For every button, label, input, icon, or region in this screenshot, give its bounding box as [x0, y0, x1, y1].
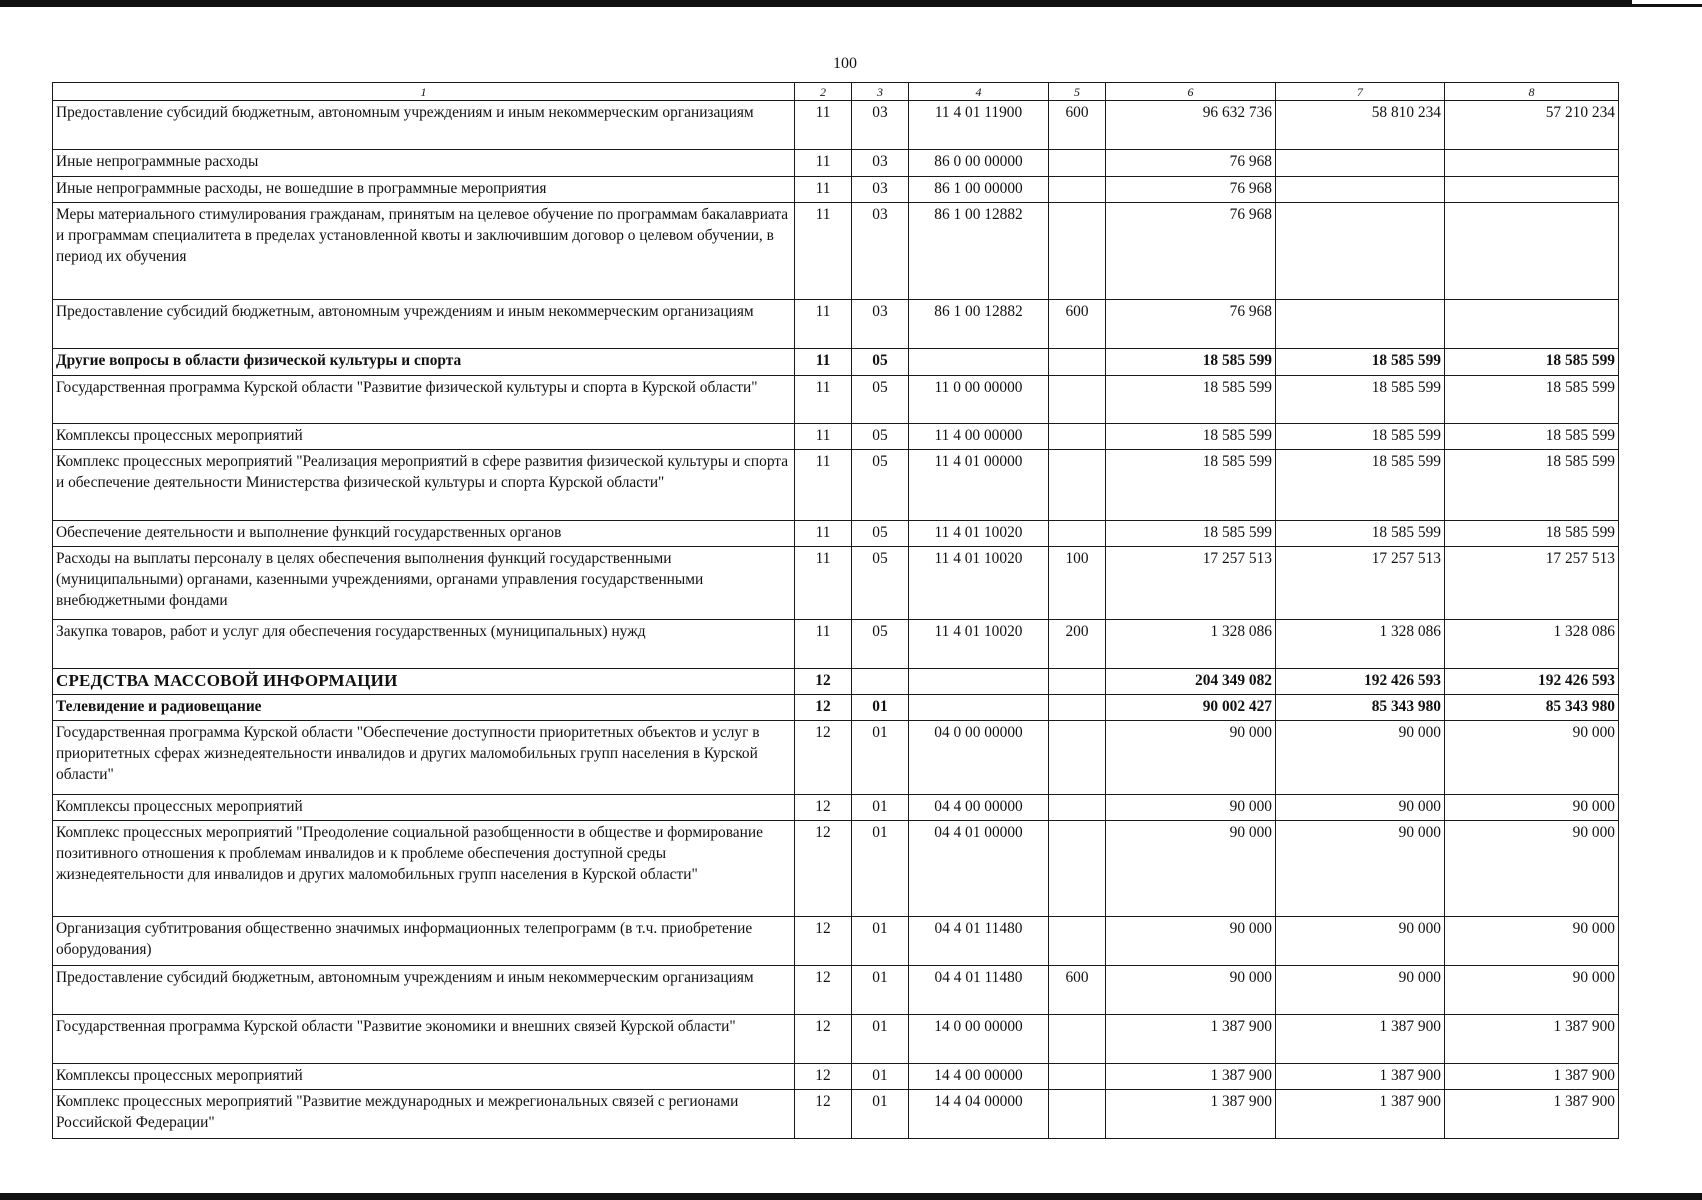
section-code: 11 — [795, 376, 852, 424]
expense-type-code — [1049, 1090, 1106, 1139]
amount-col-7 — [1276, 150, 1445, 177]
amount-col-7: 17 257 513 — [1276, 547, 1445, 620]
budget-table — [52, 82, 1619, 1139]
column-number: 8 — [1445, 83, 1619, 101]
section-code: 11 — [795, 521, 852, 547]
row-name: Другие вопросы в области физической культуры и спорта — [53, 349, 795, 376]
subsection-code — [852, 669, 909, 695]
subsection-code: 01 — [852, 1090, 909, 1139]
row-name: Организация субтитрования общественно значимых информационных телепрограмм (в т.ч. приобретение оборудования) — [53, 917, 795, 966]
amount-col-6: 18 585 599 — [1106, 521, 1276, 547]
target-article-code: 04 0 00 00000 — [909, 721, 1049, 795]
subsection-code: 01 — [852, 721, 909, 795]
row-name: Телевидение и радиовещание — [53, 695, 795, 721]
row-name: Комплексы процессных мероприятий — [53, 795, 795, 821]
row-name: Комплекс процессных мероприятий "Преодоление социальной разобщенности в обществе и формирование позитивного отношения к проблемам инвалидов и к проблеме обеспечения доступной среды жизнедеятельности для инвалидов и других маломобильных групп населения в Курской области" — [53, 821, 795, 917]
amount-col-6: 76 968 — [1106, 150, 1276, 177]
amount-col-6: 96 632 736 — [1106, 101, 1276, 150]
target-article-code: 11 0 00 00000 — [909, 376, 1049, 424]
target-article-code: 86 1 00 00000 — [909, 177, 1049, 203]
target-article-code: 04 4 01 11480 — [909, 917, 1049, 966]
amount-col-8: 1 387 900 — [1445, 1064, 1619, 1090]
row-name: Комплекс процессных мероприятий "Развитие международных и межрегиональных связей с регионами Российской Федерации" — [53, 1090, 795, 1139]
amount-col-8: 57 210 234 — [1445, 101, 1619, 150]
amount-col-6: 76 968 — [1106, 177, 1276, 203]
section-code: 11 — [795, 424, 852, 450]
subsection-code: 03 — [852, 300, 909, 349]
table-row — [53, 695, 1619, 721]
amount-col-7: 1 387 900 — [1276, 1064, 1445, 1090]
amount-col-7: 18 585 599 — [1276, 349, 1445, 376]
table-row — [53, 620, 1619, 669]
table-row — [53, 1015, 1619, 1064]
column-number: 1 — [53, 83, 795, 101]
amount-col-8 — [1445, 300, 1619, 349]
table-row — [53, 795, 1619, 821]
expense-type-code — [1049, 376, 1106, 424]
target-article-code: 11 4 00 00000 — [909, 424, 1049, 450]
amount-col-7 — [1276, 203, 1445, 300]
amount-col-7: 90 000 — [1276, 821, 1445, 917]
row-name: Предоставление субсидий бюджетным, автономным учреждениям и иным некоммерческим организациям — [53, 966, 795, 1015]
section-code: 11 — [795, 349, 852, 376]
table-body — [53, 83, 1619, 1139]
expense-type-code: 600 — [1049, 300, 1106, 349]
row-name: Иные непрограммные расходы — [53, 150, 795, 177]
target-article-code: 14 4 04 00000 — [909, 1090, 1049, 1139]
amount-col-8: 18 585 599 — [1445, 349, 1619, 376]
subsection-code: 01 — [852, 966, 909, 1015]
amount-col-7: 58 810 234 — [1276, 101, 1445, 150]
amount-col-7 — [1276, 300, 1445, 349]
subsection-code: 05 — [852, 521, 909, 547]
scan-edge-gap — [1632, 0, 1702, 4]
row-name: Комплексы процессных мероприятий — [53, 1064, 795, 1090]
table-row — [53, 150, 1619, 177]
subsection-code: 05 — [852, 547, 909, 620]
section-code: 12 — [795, 1015, 852, 1064]
subsection-code: 05 — [852, 620, 909, 669]
target-article-code: 04 4 01 00000 — [909, 821, 1049, 917]
row-name: Обеспечение деятельности и выполнение функций государственных органов — [53, 521, 795, 547]
amount-col-6: 18 585 599 — [1106, 450, 1276, 521]
amount-col-8: 90 000 — [1445, 917, 1619, 966]
section-code: 11 — [795, 150, 852, 177]
target-article-code: 11 4 01 10020 — [909, 547, 1049, 620]
subsection-code: 01 — [852, 917, 909, 966]
subsection-code: 03 — [852, 203, 909, 300]
column-number: 7 — [1276, 83, 1445, 101]
amount-col-8 — [1445, 203, 1619, 300]
amount-col-6: 18 585 599 — [1106, 376, 1276, 424]
expense-type-code: 600 — [1049, 101, 1106, 150]
amount-col-6: 90 000 — [1106, 966, 1276, 1015]
expense-type-code: 600 — [1049, 966, 1106, 1015]
column-number: 4 — [909, 83, 1049, 101]
expense-type-code — [1049, 150, 1106, 177]
section-code: 11 — [795, 547, 852, 620]
amount-col-7: 1 387 900 — [1276, 1015, 1445, 1064]
subsection-code: 01 — [852, 795, 909, 821]
scan-edge-top — [0, 0, 1702, 7]
table-row — [53, 349, 1619, 376]
subsection-code: 01 — [852, 1015, 909, 1064]
subsection-code: 03 — [852, 101, 909, 150]
section-code: 11 — [795, 300, 852, 349]
amount-col-6: 204 349 082 — [1106, 669, 1276, 695]
amount-col-6: 76 968 — [1106, 203, 1276, 300]
amount-col-6: 18 585 599 — [1106, 424, 1276, 450]
row-name: Государственная программа Курской области "Развитие физической культуры и спорта в Курской области" — [53, 376, 795, 424]
scan-edge-bottom — [0, 1193, 1702, 1200]
amount-col-8: 90 000 — [1445, 821, 1619, 917]
target-article-code: 11 4 01 00000 — [909, 450, 1049, 521]
subsection-code: 03 — [852, 150, 909, 177]
amount-col-7: 18 585 599 — [1276, 376, 1445, 424]
amount-col-7: 90 000 — [1276, 721, 1445, 795]
amount-col-8: 85 343 980 — [1445, 695, 1619, 721]
amount-col-8: 192 426 593 — [1445, 669, 1619, 695]
section-code: 12 — [795, 669, 852, 695]
table-row — [53, 424, 1619, 450]
amount-col-8: 18 585 599 — [1445, 450, 1619, 521]
target-article-code: 11 4 01 10020 — [909, 521, 1049, 547]
row-name: Предоставление субсидий бюджетным, автономным учреждениям и иным некоммерческим организациям — [53, 101, 795, 150]
amount-col-7: 18 585 599 — [1276, 450, 1445, 521]
amount-col-7: 1 328 086 — [1276, 620, 1445, 669]
amount-col-8 — [1445, 150, 1619, 177]
section-code: 11 — [795, 450, 852, 521]
subsection-code: 01 — [852, 821, 909, 917]
expense-type-code — [1049, 1015, 1106, 1064]
subsection-code: 01 — [852, 1064, 909, 1090]
target-article-code: 11 4 01 10020 — [909, 620, 1049, 669]
row-name: Государственная программа Курской области "Развитие экономики и внешних связей Курской области" — [53, 1015, 795, 1064]
amount-col-7: 18 585 599 — [1276, 424, 1445, 450]
target-article-code: 14 0 00 00000 — [909, 1015, 1049, 1064]
section-code: 11 — [795, 101, 852, 150]
page-number: 100 — [833, 55, 857, 72]
amount-col-8: 1 328 086 — [1445, 620, 1619, 669]
target-article-code — [909, 669, 1049, 695]
amount-col-8: 18 585 599 — [1445, 521, 1619, 547]
amount-col-6: 1 387 900 — [1106, 1064, 1276, 1090]
section-code: 11 — [795, 203, 852, 300]
table-row — [53, 917, 1619, 966]
expense-type-code — [1049, 669, 1106, 695]
expense-type-code — [1049, 424, 1106, 450]
expense-type-code — [1049, 1064, 1106, 1090]
amount-col-7: 18 585 599 — [1276, 521, 1445, 547]
section-code: 12 — [795, 1064, 852, 1090]
amount-col-8: 90 000 — [1445, 966, 1619, 1015]
row-name: Иные непрограммные расходы, не вошедшие в программные мероприятия — [53, 177, 795, 203]
column-number: 6 — [1106, 83, 1276, 101]
section-code: 12 — [795, 1090, 852, 1139]
amount-col-6: 90 000 — [1106, 795, 1276, 821]
table-row — [53, 521, 1619, 547]
amount-col-7: 192 426 593 — [1276, 669, 1445, 695]
target-article-code: 86 0 00 00000 — [909, 150, 1049, 177]
column-number-row — [53, 83, 1619, 101]
target-article-code: 04 4 00 00000 — [909, 795, 1049, 821]
amount-col-7: 90 000 — [1276, 917, 1445, 966]
row-name: Комплекс процессных мероприятий "Реализация мероприятий в сфере развития физической культуры и спорта и обеспечение деятельности Министерства физической культуры и спорта Курской области" — [53, 450, 795, 521]
amount-col-6: 90 000 — [1106, 721, 1276, 795]
amount-col-8: 90 000 — [1445, 795, 1619, 821]
row-name: Расходы на выплаты персоналу в целях обеспечения выполнения функций государственными (муниципальными) органами, казенными учреждениями, органами управления государственными внебюджетными фондами — [53, 547, 795, 620]
target-article-code — [909, 349, 1049, 376]
table-row — [53, 721, 1619, 795]
table-row — [53, 821, 1619, 917]
row-name: Государственная программа Курской области "Обеспечение доступности приоритетных объектов и услуг в приоритетных сферах жизнедеятельности инвалидов и других маломобильных групп населения в Курской области" — [53, 721, 795, 795]
subsection-code: 03 — [852, 177, 909, 203]
row-name: Меры материального стимулирования гражданам, принятым на целевое обучение по программам бакалавриата и программам специалитета в пределах установленной квоты и заключившим договор о целевом обучении, в период их обучения — [53, 203, 795, 300]
amount-col-7 — [1276, 177, 1445, 203]
target-article-code: 14 4 00 00000 — [909, 1064, 1049, 1090]
expense-type-code — [1049, 695, 1106, 721]
subsection-code: 05 — [852, 376, 909, 424]
expense-type-code — [1049, 450, 1106, 521]
amount-col-8: 18 585 599 — [1445, 376, 1619, 424]
expense-type-code — [1049, 821, 1106, 917]
amount-col-6: 17 257 513 — [1106, 547, 1276, 620]
row-name: СРЕДСТВА МАССОВОЙ ИНФОРМАЦИИ — [53, 669, 795, 695]
table-row — [53, 101, 1619, 150]
section-code: 11 — [795, 620, 852, 669]
subsection-code: 05 — [852, 450, 909, 521]
table-row — [53, 300, 1619, 349]
expense-type-code — [1049, 203, 1106, 300]
amount-col-7: 1 387 900 — [1276, 1090, 1445, 1139]
section-code: 12 — [795, 795, 852, 821]
expense-type-code: 100 — [1049, 547, 1106, 620]
amount-col-6: 1 328 086 — [1106, 620, 1276, 669]
table-row — [53, 966, 1619, 1015]
amount-col-8: 17 257 513 — [1445, 547, 1619, 620]
column-number: 5 — [1049, 83, 1106, 101]
section-code: 12 — [795, 721, 852, 795]
row-name: Закупка товаров, работ и услуг для обеспечения государственных (муниципальных) нужд — [53, 620, 795, 669]
section-code: 12 — [795, 695, 852, 721]
section-code: 12 — [795, 821, 852, 917]
expense-type-code — [1049, 177, 1106, 203]
subsection-code: 01 — [852, 695, 909, 721]
table-row — [53, 547, 1619, 620]
table-row — [53, 1064, 1619, 1090]
table-row — [53, 376, 1619, 424]
target-article-code: 86 1 00 12882 — [909, 300, 1049, 349]
amount-col-6: 18 585 599 — [1106, 349, 1276, 376]
expense-type-code: 200 — [1049, 620, 1106, 669]
amount-col-8: 1 387 900 — [1445, 1090, 1619, 1139]
target-article-code: 04 4 01 11480 — [909, 966, 1049, 1015]
expense-type-code — [1049, 721, 1106, 795]
target-article-code: 86 1 00 12882 — [909, 203, 1049, 300]
table-row — [53, 177, 1619, 203]
expense-type-code — [1049, 917, 1106, 966]
amount-col-8: 90 000 — [1445, 721, 1619, 795]
row-name: Предоставление субсидий бюджетным, автономным учреждениям и иным некоммерческим организациям — [53, 300, 795, 349]
amount-col-6: 90 000 — [1106, 917, 1276, 966]
amount-col-6: 1 387 900 — [1106, 1015, 1276, 1064]
amount-col-6: 76 968 — [1106, 300, 1276, 349]
amount-col-7: 90 000 — [1276, 966, 1445, 1015]
subsection-code: 05 — [852, 349, 909, 376]
table-row — [53, 450, 1619, 521]
subsection-code: 05 — [852, 424, 909, 450]
amount-col-8 — [1445, 177, 1619, 203]
row-name: Комплексы процессных мероприятий — [53, 424, 795, 450]
section-code: 12 — [795, 966, 852, 1015]
amount-col-6: 1 387 900 — [1106, 1090, 1276, 1139]
amount-col-8: 1 387 900 — [1445, 1015, 1619, 1064]
target-article-code: 11 4 01 11900 — [909, 101, 1049, 150]
table-row — [53, 203, 1619, 300]
table-row — [53, 669, 1619, 695]
section-code: 11 — [795, 177, 852, 203]
amount-col-6: 90 000 — [1106, 821, 1276, 917]
section-code: 12 — [795, 917, 852, 966]
amount-col-7: 85 343 980 — [1276, 695, 1445, 721]
target-article-code — [909, 695, 1049, 721]
table-row — [53, 1090, 1619, 1139]
column-number: 2 — [795, 83, 852, 101]
column-number: 3 — [852, 83, 909, 101]
amount-col-8: 18 585 599 — [1445, 424, 1619, 450]
expense-type-code — [1049, 521, 1106, 547]
amount-col-6: 90 002 427 — [1106, 695, 1276, 721]
amount-col-7: 90 000 — [1276, 795, 1445, 821]
expense-type-code — [1049, 795, 1106, 821]
expense-type-code — [1049, 349, 1106, 376]
